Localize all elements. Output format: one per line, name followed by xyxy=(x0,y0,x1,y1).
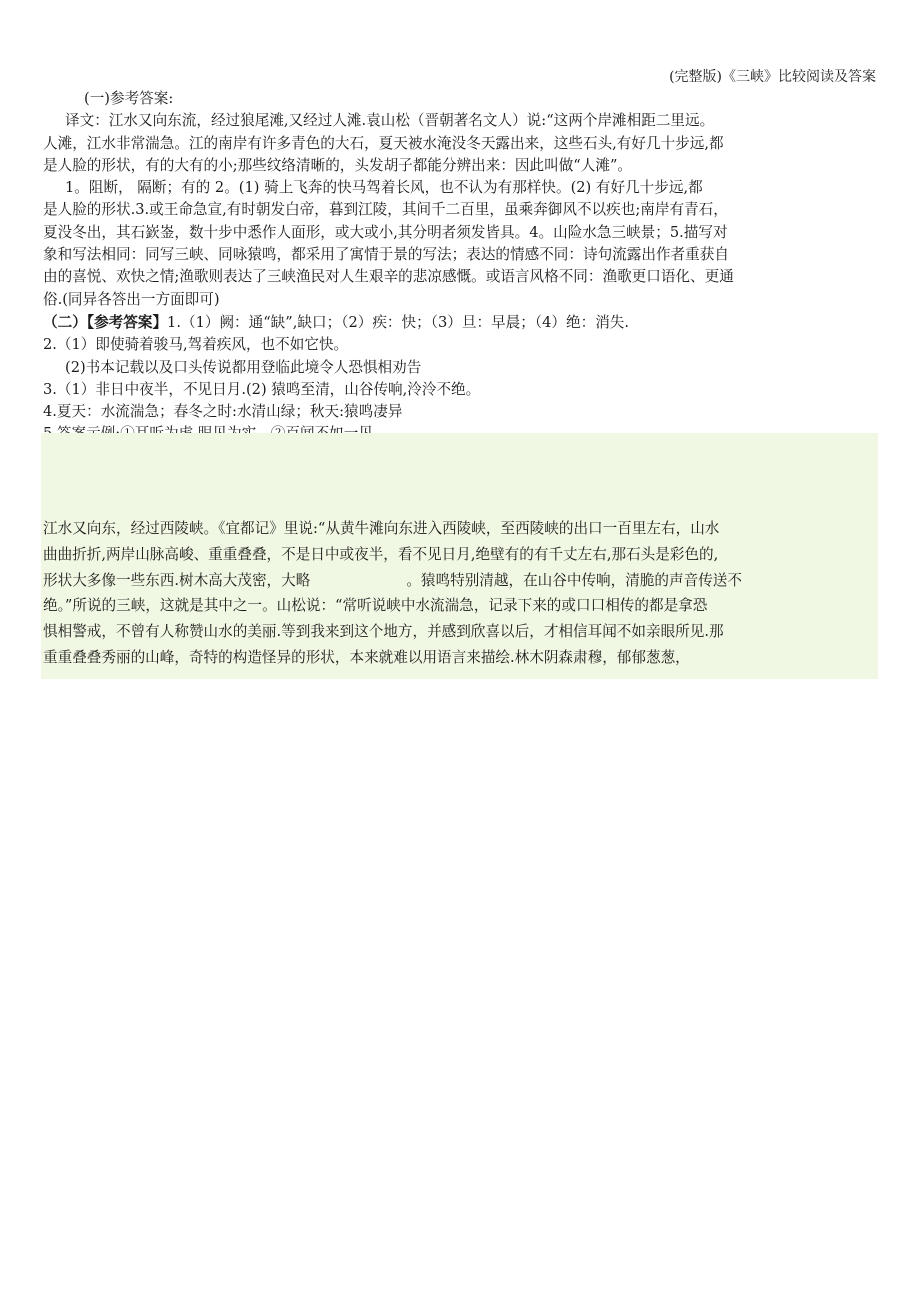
passage-line: 江水又向东，经过西陵峡。《宜都记》里说:“从黄牛滩向东进入西陵峡，至西陵峡的出口一百里左右，山水 xyxy=(43,520,720,537)
section2-answer-1: 1.（1）阙：通“缺”,缺口；（2）疾：快；（3）旦：早晨；（4）绝：消失. xyxy=(167,313,630,331)
answer-line: 象和写法相同：同写三峡、同咏猿鸣，都采用了寓情于景的写法；表达的情感不同：诗句流露出作者重获自 xyxy=(43,246,729,264)
passage-line: 曲曲折折,两岸山脉高峻、重重叠叠，不是日中或夜半，看不见日月,绝壁有的有千丈左右,那石头是彩色的, xyxy=(43,545,719,563)
section2-first-line xyxy=(43,312,883,334)
answer-line: 俗.(同异各答出一方面即可) xyxy=(43,290,220,308)
section2-heading: （二）【参考答案】 xyxy=(43,313,168,331)
answer-line: 由的喜悦、欢快之情;渔歌则表达了三峡渔民对人生艰辛的悲凉感慨。或语言风格不同：渔歌更口语化、更通 xyxy=(43,268,734,286)
passage-line: 惧相警戒，不曾有人称赞山水的美丽.等到我来到这个地方，并感到欣喜以后，才相信耳闻不如亲眼所见.那 xyxy=(43,623,724,641)
passage-line xyxy=(43,568,883,594)
passage-line: 绝。”所说的三峡，这就是其中之一。山松说：“常听说峡中水流湍急，记录下来的或口口相传的都是拿恐 xyxy=(43,597,708,615)
section2-answer-line: 2.（1）即使骑着骏马,驾着疾风，也不如它快。 xyxy=(43,336,349,354)
section2 xyxy=(43,312,883,446)
passage-translation xyxy=(43,516,883,671)
document-header: (完整版)《三峡》比较阅读及答案 xyxy=(669,69,876,85)
section2-answer-line: (2)书本记载以及口头传说都用登临此境令人恐惧相劝告 xyxy=(65,358,422,376)
answer-section xyxy=(43,88,883,446)
translation-line: 人滩，江水非常湍急。江的南岸有许多青色的大石，夏天被水淹没冬天露出来，这些石头,有好几十步远,都 xyxy=(43,134,724,152)
translation-line: 是人脸的形状，有的大有的小;那些纹络清晰的，头发胡子都能分辨出来：因此叫做“人滩”。 xyxy=(43,156,632,174)
section2-answer-line: 4.夏天：水流湍急；春冬之时:水清山绿；秋天:猿鸣凄异 xyxy=(43,403,403,421)
passage-fragment: 形状大多像一些东西.树木高大茂密，大略 xyxy=(43,571,311,589)
section1-heading: (一)参考答案: xyxy=(84,90,174,107)
answer-line: 是人脸的形状.3.或王命急宣,有时朝发白帝，暮到江陵，其间千二百里，虽乘奔御风不以疾也;南岸有青石， xyxy=(43,201,728,219)
passage-fragment: 。猿鸣特别清越，在山谷中传响，清脆的声音传送不 xyxy=(406,571,742,589)
passage-line: 重重叠叠秀丽的山峰，奇特的构造怪异的形状，本来就难以用语言来描绘.林木阴森肃穆，郁郁葱葱， xyxy=(43,648,690,666)
answer-line: 夏没冬出，其石嶔崟，数十步中悉作人面形，或大或小,其分明者须发皆具。4。山险水急三峡景；5.描写对 xyxy=(43,223,728,241)
section2-answer-line: 3.（1）非日中夜半，不见日月.(2) 猿鸣至清，山谷传响,泠泠不绝。 xyxy=(43,380,481,398)
answer-line: 1。阻断， 隔断；有的 2。(1) 骑上飞奔的快马驾着长风，也不认为有那样快。(2) 有好几十步远,都 xyxy=(65,179,703,197)
translation-line: 译文：江水又向东流，经过狼尾滩,又经过人滩.袁山松（晋朝著名文人）说:“这两个岸滩相距二里远。 xyxy=(65,112,715,130)
